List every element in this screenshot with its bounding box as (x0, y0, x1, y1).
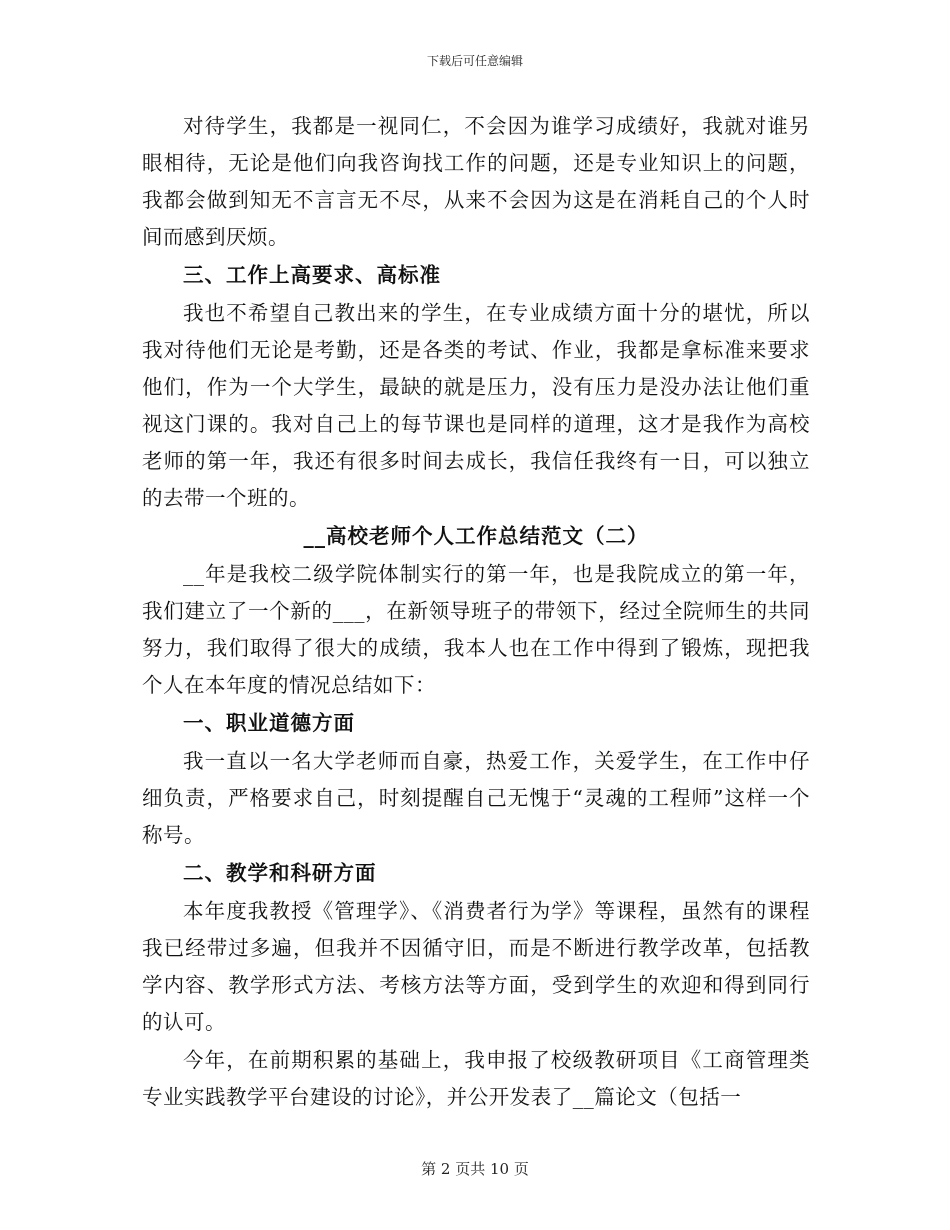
section-heading-ethics: 一、职业道德方面 (183, 711, 355, 735)
paragraph-standards: 我也不希望自己教出来的学生，在专业成绩方面十分的堪忧，所以我对待他们无论是考勤，还是各类的考试、作业，我都是拿标准来要求他们，作为一个大学生，最缺的就是压力，没有压力是没办法让他们重视这门课的。我对自己上的每节课也是同样的道理，这才是我作为高校老师的第一年，我还有很多时间去成长，我信任我终有一日，可以独立的去带一个班的。 (142, 301, 810, 510)
document-body (142, 108, 810, 1117)
page-header: 下载后可任意编辑 (426, 54, 523, 68)
document-subtitle: __高校老师个人工作总结范文（二） (303, 524, 649, 548)
paragraph-teaching: 本年度我教授《管理学》、《消费者行为学》等课程，虽然有的课程我已经带过多遍，但我并不因循守旧，而是不断进行教学改革，包括教学内容、教学形式方法、考核方法等方面，受到学生的欢迎和得到同行的认可。 (142, 899, 810, 1034)
section-heading-high-standards: 三、工作上高要求、高标准 (183, 263, 441, 287)
paragraph-intro: __年是我校二级学院体制实行的第一年，也是我院成立的第一年，我们建立了一个新的___，在新领导班子的带领下，经过全院师生的共同努力，我们取得了很大的成绩，我本人也在工作中得到了锻炼，现把我个人在本年度的情况总结如下： (142, 562, 810, 697)
section-heading-teaching-research: 二、教学和科研方面 (183, 861, 377, 885)
paragraph-treat-students: 对待学生，我都是一视同仁，不会因为谁学习成绩好，我就对谁另眼相待，无论是他们向我咨询找工作的问题，还是专业知识上的问题，我都会做到知无不言言无不尽，从来不会因为这是在消耗自己的个人时间而感到厌烦。 (142, 114, 810, 249)
paragraph-ethics: 我一直以一名大学老师而自豪，热爱工作，关爱学生，在工作中仔细负责，严格要求自己，时刻提醒自己无愧于“灵魂的工程师”这样一个称号。 (142, 749, 810, 847)
paragraph-research: 今年，在前期积累的基础上，我申报了校级教研项目《工商管理类专业实践教学平台建设的讨论》，并公开发表了__篇论文（包括一 (142, 1048, 810, 1109)
page-footer: 第 2 页共 10 页 (421, 1160, 529, 1178)
